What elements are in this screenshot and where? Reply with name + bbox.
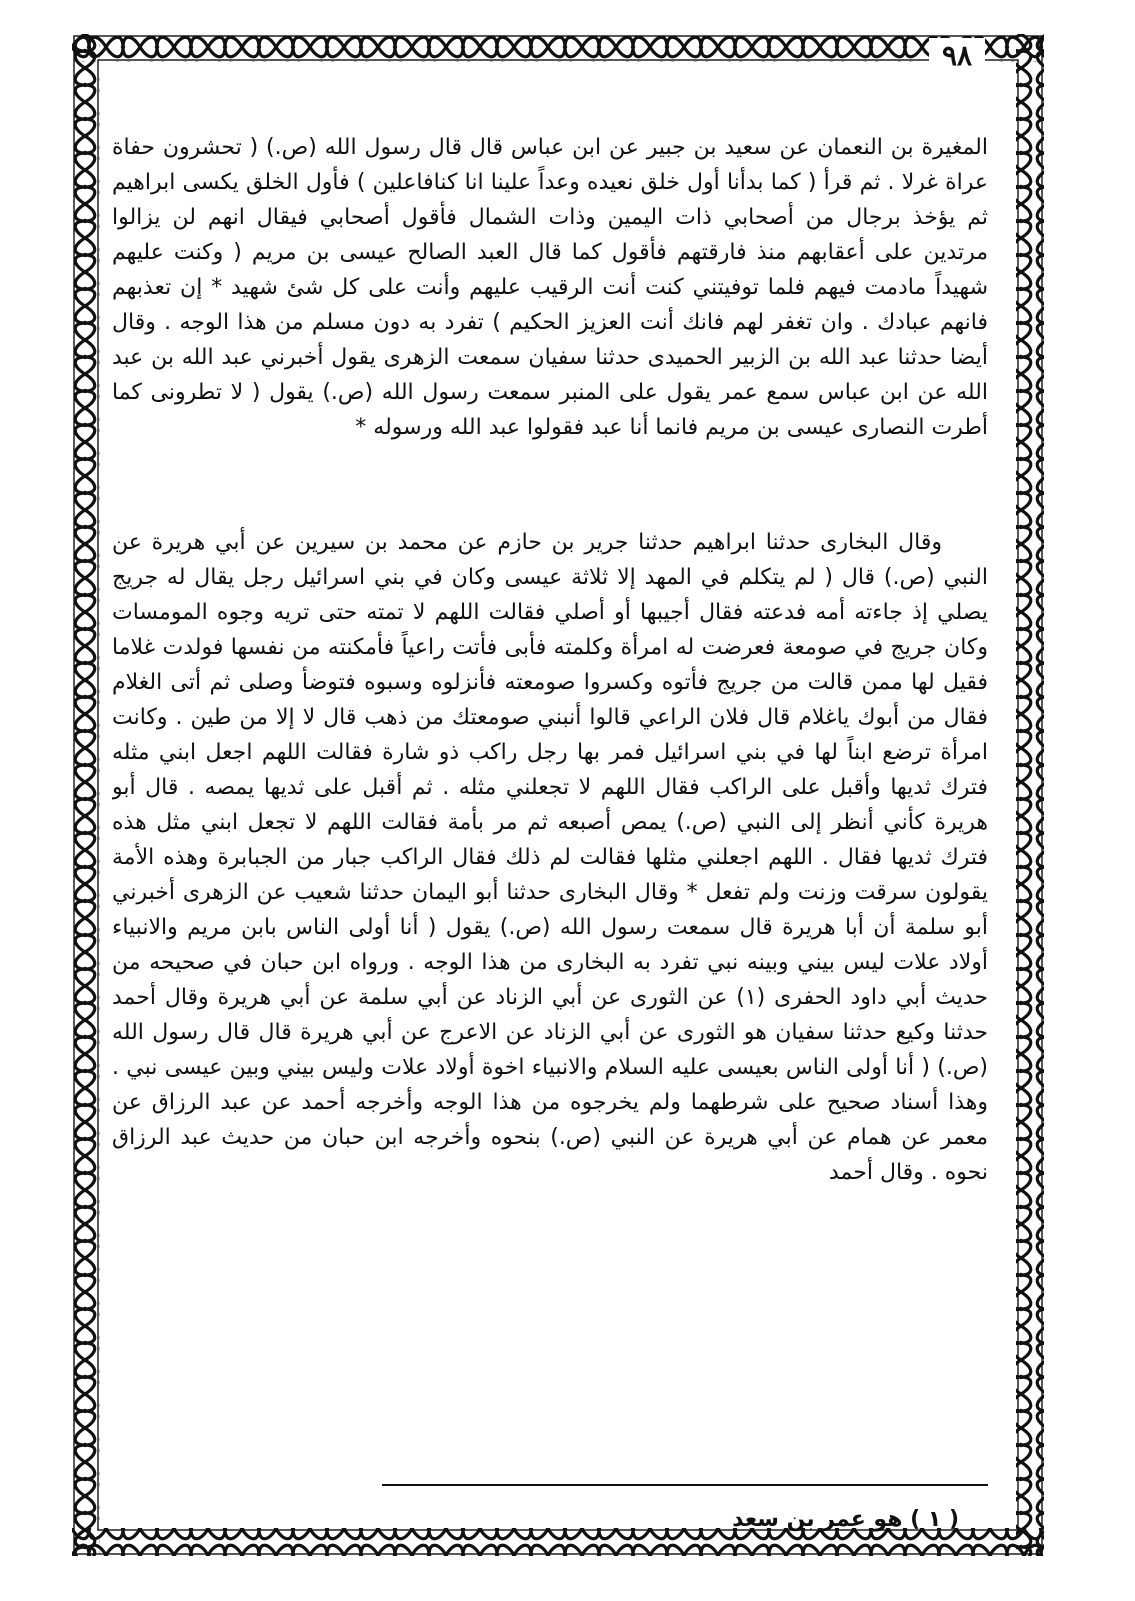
page-number: ٩٨	[929, 38, 985, 74]
footnote-divider	[382, 1484, 988, 1486]
paragraph: وقال البخارى حدثنا ابراهيم حدثنا جرير بن حازم عن محمد بن سيرين عن أبي هريرة عن النبي (ص.) قال ( لم يتكلم في المهد إلا ثلاثة عيسى وكان في بني اسرائيل رجل يقال له جريج يصلي إذ جاءته أمه فدعته فقال أجيبها أو أصلي فقالت اللهم لا تمته حتى تريه وجوه المومسات وكان جريج في صومعة فعرضت له امرأة وكلمته فأبى فأتت راعياً فأمكنته من نفسها فولدت غلاما فقيل لها ممن قالت من جريج فأتوه وكسروا صومعته فأنزلوه وسبوه فتوضأ وصلى ثم أتى الغلام فقال من أبوك ياغلام قال فلان الراعي قالوا أنبني صومعتك من ذهب قال لا إلا من طين . وكانت امرأة ترضع ابناً لها في بني اسرائيل فمر بها رجل راكب ذو شارة فقالت اللهم اجعل ابني مثله فترك ثديها وأقبل على الراكب فقال اللهم لا تجعلني مثله . ثم أقبل على ثديها يمصه . قال أبو هريرة كأني أنظر إلى النبي (ص.) يمص أصبعه ثم مر بأمة فقالت اللهم لا تجعل ابني مثل هذه فترك ثديها فقال . اللهم اجعلني مثلها فقالت لم ذلك فقال الراكب جبار من الجبابرة وهذه الأمة يقولون سرقت وزنت ولم تفعل * وقال البخارى حدثنا أبو اليمان حدثنا شعيب عن الزهرى أخبرني أبو سلمة أن أبا هريرة قال سمعت رسول الله (ص.) يقول ( أنا أولى الناس بابن مريم والانبياء أولاد علات ليس بيني وبينه نبي تفرد به البخارى من هذا الوجه . ورواه ابن حبان في صحيحه من حديث أبي داود الحفرى (١) عن الثورى عن أبي الزناد عن أبي سلمة عن أبي هريرة وقال أحمد حدثنا وكيع حدثنا سفيان هو الثورى عن أبي الزناد عن الاعرج عن أبي هريرة قال قال رسول الله (ص.) ( أنا أولى الناس بعيسى عليه السلام والانبياء اخوة أولاد علات وليس بيني وبين عيسى نبي . وهذا أسناد صحيح على شرطهما ولم يخرجوه من هذا الوجه وأخرجه أحمد عن عبد الرزاق عن معمر عن همام عن أبي هريرة عن النبي (ص.) بنحوه وأخرجه ابن حبان من حديث عبد الرزاق نحوه . وقال أحمد	[112, 530, 988, 1185]
footnote: ( ١ ) هو عمر بن سعد	[732, 1507, 959, 1532]
main-text	[112, 130, 988, 1601]
paragraph: المغيرة بن النعمان عن سعيد بن جبير عن ابن عباس قال قال رسول الله (ص.) ( تحشرون حفاة عراة غرلا . ثم قرأ ( كما بدأنا أول خلق نعيده وعداً علينا انا كنافاعلين ) فأول الخلق يكسى ابراهيم ثم يؤخذ برجال من أصحابي ذات اليمين وذات الشمال فأقول أصحابي فيقال انهم لن يزالوا مرتدين على أعقابهم منذ فارقتهم فأقول كما قال العبد الصالح عيسى بن مريم ( وكنت عليهم شهيداً مادمت فيهم فلما توفيتني كنت أنت الرقيب عليهم وأنت على كل شئ شهيد * إن تعذبهم فانهم عبادك . وان تغفر لهم فانك أنت العزيز الحكيم ) تفرد به دون مسلم من هذا الوجه . وقال أيضا حدثنا عبد الله بن الزبير الحميدى حدثنا سفيان سمعت الزهرى يقول أخبرني عبد الله بن عبد الله عن ابن عباس سمع عمر يقول على المنبر سمعت رسول الله (ص.) يقول ( لا تطرونى كما أطرت النصارى عيسى بن مريم فانما أنا عبد فقولوا عبد الله ورسوله *	[112, 135, 988, 440]
